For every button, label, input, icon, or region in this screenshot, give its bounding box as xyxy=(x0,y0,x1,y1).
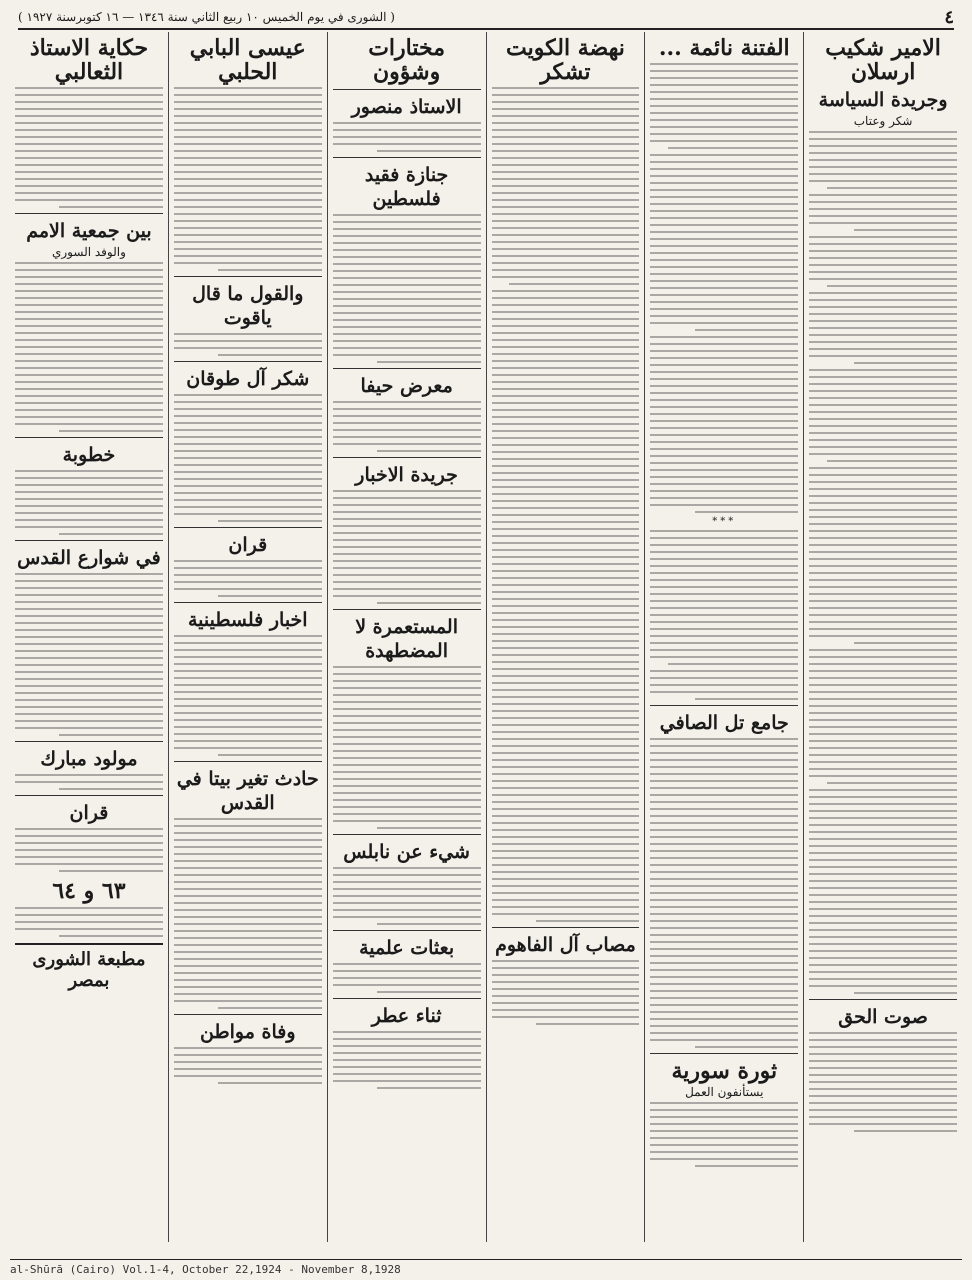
article-body xyxy=(174,635,322,756)
article-body xyxy=(333,963,481,993)
headline-jerusalem-streets: في شوارع القدس xyxy=(17,547,161,569)
article-body xyxy=(174,1047,322,1084)
separator-stars: *** xyxy=(712,516,737,527)
headline-funeral: جنازة فقيد فلسطين xyxy=(364,164,449,210)
article-body xyxy=(333,1031,481,1089)
article-body xyxy=(650,738,798,1048)
article-body xyxy=(333,490,481,604)
article-body xyxy=(492,960,640,1025)
column-1 xyxy=(803,32,962,1242)
divider xyxy=(174,276,322,277)
page-number: ٤ xyxy=(944,6,954,28)
headline-newborn: مولود مبارك xyxy=(40,748,138,770)
column-6 xyxy=(10,32,168,1242)
colophon: al-Shūrā (Cairo) Vol.1-4, October 22,1924 - November 8,1928 xyxy=(10,1263,401,1276)
section-masthead: مختارات وشؤون xyxy=(368,35,445,85)
article-body xyxy=(650,530,798,700)
article-body xyxy=(174,560,322,597)
printer-imprint: مطبعة الشورى بمصر xyxy=(15,943,163,991)
subheadline-thanks: شكر وعتاب xyxy=(853,114,913,128)
divider xyxy=(15,795,163,796)
headline-tuqan-thanks: شكر آل طوقان xyxy=(186,368,310,390)
column-5 xyxy=(168,32,327,1242)
headline-fitna: الفتنة نائمة ... xyxy=(658,35,790,61)
article-body xyxy=(492,87,640,922)
headline-kuwait-thanks: نهضة الكويت تشكر xyxy=(506,35,625,85)
headline-akhbar-paper: جريدة الاخبار xyxy=(355,464,458,486)
divider xyxy=(650,705,798,706)
article-body xyxy=(174,394,322,522)
headline-fahoum-loss: مصاب آل الفاهوم xyxy=(495,934,636,956)
headline-syrian-revolt: ثورة سورية xyxy=(671,1058,778,1084)
article-body xyxy=(333,401,481,452)
divider xyxy=(333,457,481,458)
headline-colony: المستعمرة لا المضطهدة xyxy=(355,616,458,662)
article-body xyxy=(809,131,957,994)
divider xyxy=(333,998,481,999)
subheadline-syrian-delegation: والوفد السوري xyxy=(51,245,126,259)
headline-missions: بعثات علمية xyxy=(359,937,455,959)
column-3 xyxy=(486,32,645,1242)
headline-sawt-al-haqq: صوت الحق xyxy=(838,1006,928,1028)
columns-container xyxy=(10,32,962,1242)
headline-tal-safi-mosque: جامع تل الصافي xyxy=(659,712,789,734)
headline-palestine-news: اخبار فلسطينية xyxy=(187,609,308,631)
date-line: ( الشورى في يوم الخميس ١٠ ربيع الثاني سنة ١٣٤٦ — ١٦ كتوبرسنة ١٩٢٧ ) xyxy=(18,10,395,24)
page-header xyxy=(18,6,954,30)
divider xyxy=(174,1014,322,1015)
divider xyxy=(333,609,481,610)
divider xyxy=(15,437,163,438)
divider xyxy=(333,157,481,158)
article-body xyxy=(15,262,163,432)
headline-praise: ثناء عطر xyxy=(371,1005,442,1027)
headline-thaalibi: حكاية الاستاذ الثعالبي xyxy=(29,35,149,85)
headline-engagement: خطوبة xyxy=(62,444,116,466)
divider xyxy=(15,213,163,214)
article-body xyxy=(650,1102,798,1167)
article-body xyxy=(174,818,322,1009)
article-body xyxy=(333,122,481,152)
footer-rule xyxy=(10,1259,962,1260)
column-4 xyxy=(327,32,486,1242)
divider xyxy=(174,602,322,603)
divider xyxy=(809,999,957,1000)
article-body xyxy=(15,573,163,736)
article-body xyxy=(650,63,798,513)
article-body xyxy=(333,214,481,363)
divider xyxy=(492,927,640,928)
article-body xyxy=(15,470,163,535)
headline-haifa-fair: معرض حيفا xyxy=(360,375,453,397)
column-2 xyxy=(644,32,803,1242)
divider xyxy=(174,761,322,762)
article-body xyxy=(15,87,163,208)
article-body xyxy=(809,1032,957,1132)
headline-qiran-2: قران xyxy=(69,802,109,824)
article-body xyxy=(15,774,163,790)
divider xyxy=(333,89,481,90)
article-body xyxy=(174,87,322,271)
divider xyxy=(174,361,322,362)
headline-babi-halabi: عيسى البابي الحلبي xyxy=(189,35,306,85)
divider xyxy=(333,834,481,835)
article-body xyxy=(15,828,163,872)
article-body xyxy=(333,666,481,829)
article-body xyxy=(15,907,163,937)
headline-league-of-nations: بين جمعية الامم xyxy=(26,220,152,242)
divider xyxy=(333,930,481,931)
subheadline-resume: يستأنفون العمل xyxy=(685,1085,764,1099)
divider xyxy=(650,1053,798,1054)
headline-qiran: قران xyxy=(228,534,268,556)
headline-mansour: الاستاذ منصور xyxy=(351,96,462,118)
headline-yaqut: والقول ما قال ياقوت xyxy=(192,283,304,329)
headline-citizen-death: وفاة مواطن xyxy=(200,1021,296,1043)
headline-nablus: شيء عن نابلس xyxy=(343,841,470,863)
divider xyxy=(15,741,163,742)
headline-jerusalem-incident: حادث تغير بيتا في القدس xyxy=(176,768,319,814)
divider xyxy=(174,527,322,528)
headline-shakib-arslan: الامير شكيب ارسلان xyxy=(825,35,941,85)
divider xyxy=(15,540,163,541)
article-body xyxy=(333,867,481,925)
issue-numbers: ٦٣ و ٦٤ xyxy=(52,878,126,904)
article-body xyxy=(174,333,322,356)
headline-siyasa: وجريدة السياسة xyxy=(818,89,948,111)
divider xyxy=(333,368,481,369)
